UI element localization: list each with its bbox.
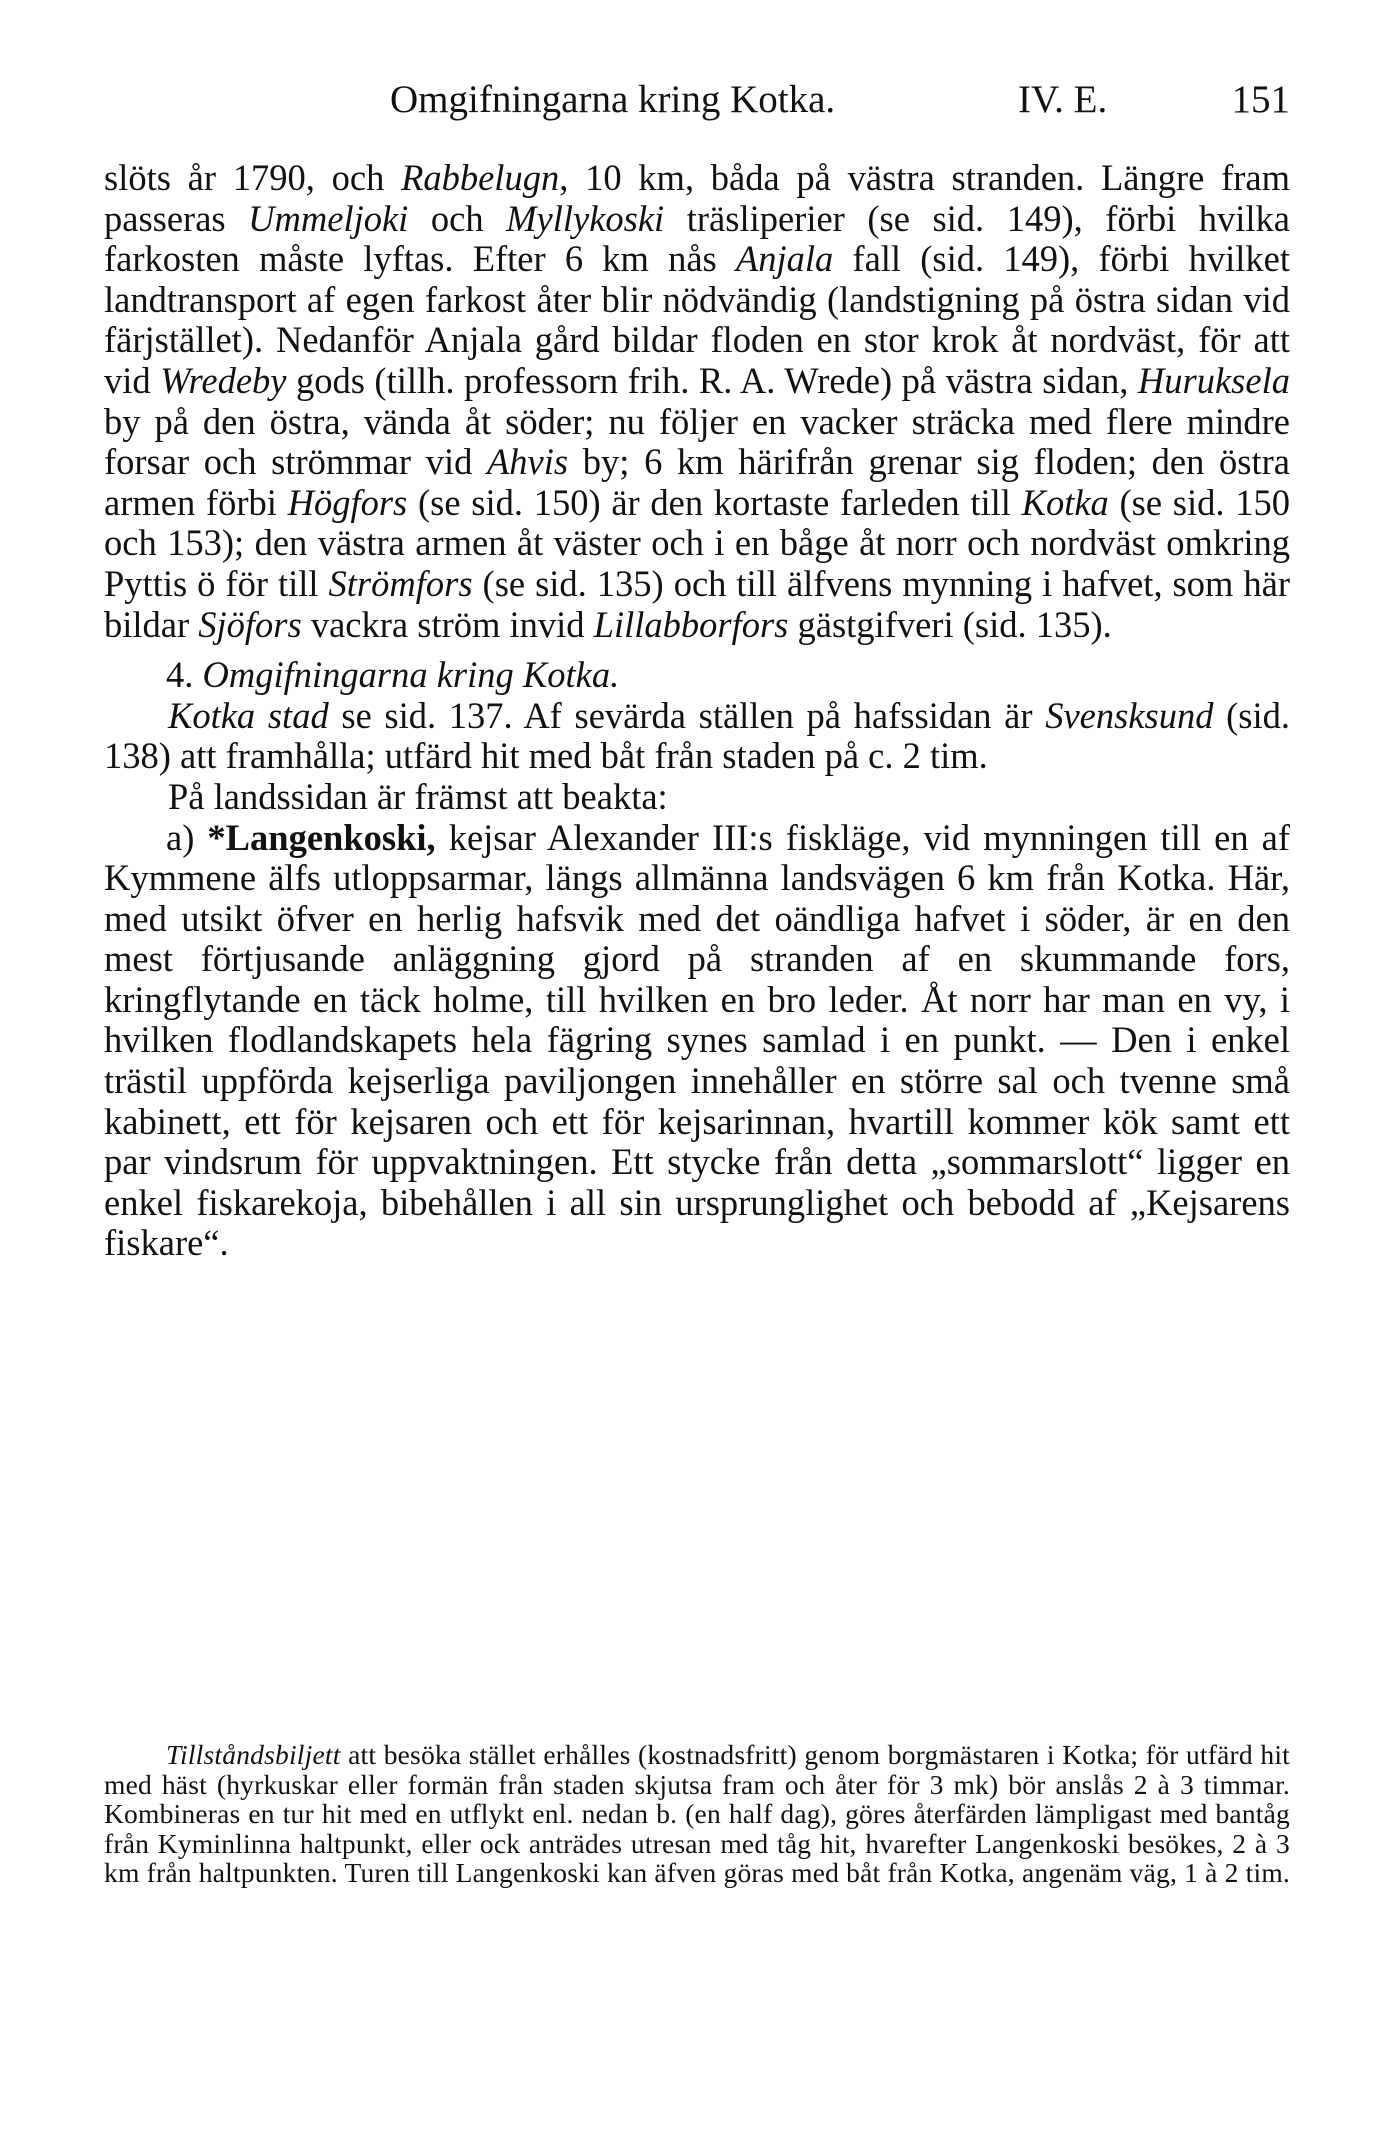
item-marker: a) (166, 816, 208, 858)
section-number: 4. (166, 654, 194, 696)
text-run: (se sid. 150) är den kortaste farleden till (407, 481, 1022, 523)
place-name: Myllykoski (506, 197, 665, 239)
paragraph-kotka-stad (104, 696, 1290, 777)
text-run: vackra ström invid (301, 603, 594, 645)
place-name: Högfors (287, 481, 408, 523)
text-run: by; 6 km härifrån grenar sig floden; den östra armen förbi (104, 441, 1290, 523)
chapter-reference: IV. E. (1018, 78, 1108, 121)
page-body (104, 158, 1290, 1264)
text-run: gods (tillh. professorn frih. R. A. Wrede) på västra sidan, (286, 359, 1138, 401)
place-name: Rabbelugn (401, 157, 560, 198)
place-name: Ahvis (487, 441, 569, 483)
place-name: Svensksund (1045, 694, 1214, 736)
text-run: kejsar Alexander III:s fiskläge, vid mynningen till en af Kymmene älfs utloppsarmar, längs allmänna landsvägen 6 km från Kotka. Här, med utsikt öfver en herlig hafsvik med det oändliga hafvet i söder, är en den mest förtjusande anläggning gjord på stranden af en skummande fors, kringflytande en täck holme, till hvilken en bro leder. Åt norr har man en vy, i hvilken flodlandskapets hela fägring synes samlad i en punkt. — Den i enkel trästil uppförda kejserliga paviljongen innehåller en större sal och tvenne små kabinett, ett för kejsaren och ett för kejsarinnan, hvartill kommer kök samt ett par vindsrum för uppvaktningen. Ett stycke från detta „sommarslott“ ligger en enkel fiskarekoja, bibehållen i all sin ursprunglighet och bebodd af „Kejsarens fiskare“. (104, 816, 1290, 1264)
item-langenkoski (104, 818, 1290, 1265)
text-run: slöts år 1790, och (104, 157, 402, 198)
place-name: Lillabborfors (593, 603, 789, 645)
footnote-small-print (104, 1740, 1290, 1888)
text-run: by på den östra, vända åt söder; nu följer en vacker sträcka med flere mindre forsar och strömmar vid (104, 400, 1290, 483)
paragraph-landssidan: På landssidan är främst att beakta: (168, 775, 668, 817)
running-header (390, 70, 1290, 130)
place-name: Kotka stad (168, 694, 329, 736)
text-run: gästgifveri (sid. 135). (788, 603, 1112, 645)
text-run: se sid. 137. Af sevärda ställen på hafssidan är (328, 694, 1046, 736)
place-name: Wredeby (160, 359, 287, 401)
place-name: Kotka (1021, 481, 1109, 523)
text-run: , 10 km, båda på västra stranden. Längre fram passeras (104, 157, 1290, 239)
text-run: (se sid. 150 och 153); den västra armen åt väster och i en båge åt norr och nordväst omkring Pyttis ö för till (104, 481, 1290, 604)
text-run: och (408, 197, 507, 239)
text-run: (se sid. 135) och till älfvens mynning i hafvet, som här bildar (104, 562, 1290, 645)
text-run: fall (sid. 149), förbi hvilket landtransport af egen farkost åter blir nödvändig (landstigning på östra sidan vid färjstället). Nedanför Anjala gård bildar floden en stor krok åt nordväst, för att vid (104, 238, 1290, 401)
text-run: (sid. 138) att framhålla; utfärd hit med båt från staden på c. 2 tim. (104, 694, 1291, 777)
running-title: Omgifningarna kring Kotka. (390, 78, 836, 121)
place-name: Ummeljoki (248, 197, 409, 239)
section-title: Omgifningarna kring Kotka. (202, 654, 620, 696)
place-name: Sjöfors (198, 603, 302, 645)
text-run: att besöka stället erhålles (kostnadsfritt) genom borgmästaren i Kotka; för utfärd hit med häst (hyrkuskar eller formän från staden skjutsa fram och åter för 3 mk) bör anslås 2 à 3 timmar. Kombineras en tur hit med en utflykt enl. nedan b. (en half dag), göres återfärden lämpligast med bantåg från Kyminlinna haltpunkt, eller ock anträdes utresan med tåg hit, hvarefter Langenkoski besökes, 2 à 3 km från haltpunkten. Turen till Langenkoski kan äfven göras med båt från Kotka, angenäm väg, 1 à 2 tim. (104, 1739, 1291, 1889)
place-name: Anjala (735, 238, 834, 280)
text-run: träsliperier (se sid. 149), förbi hvilka farkosten måste lyftas. Efter 6 km nås (104, 197, 1291, 280)
paragraph-route-description (104, 158, 1290, 645)
section-heading (104, 655, 1290, 696)
item-title: *Langenkoski, (207, 816, 436, 858)
note-lead: Tillståndsbiljett (166, 1739, 341, 1770)
page-number: 151 (1231, 78, 1290, 121)
place-name: Huruksela (1137, 359, 1290, 401)
place-name: Strömfors (328, 562, 473, 604)
